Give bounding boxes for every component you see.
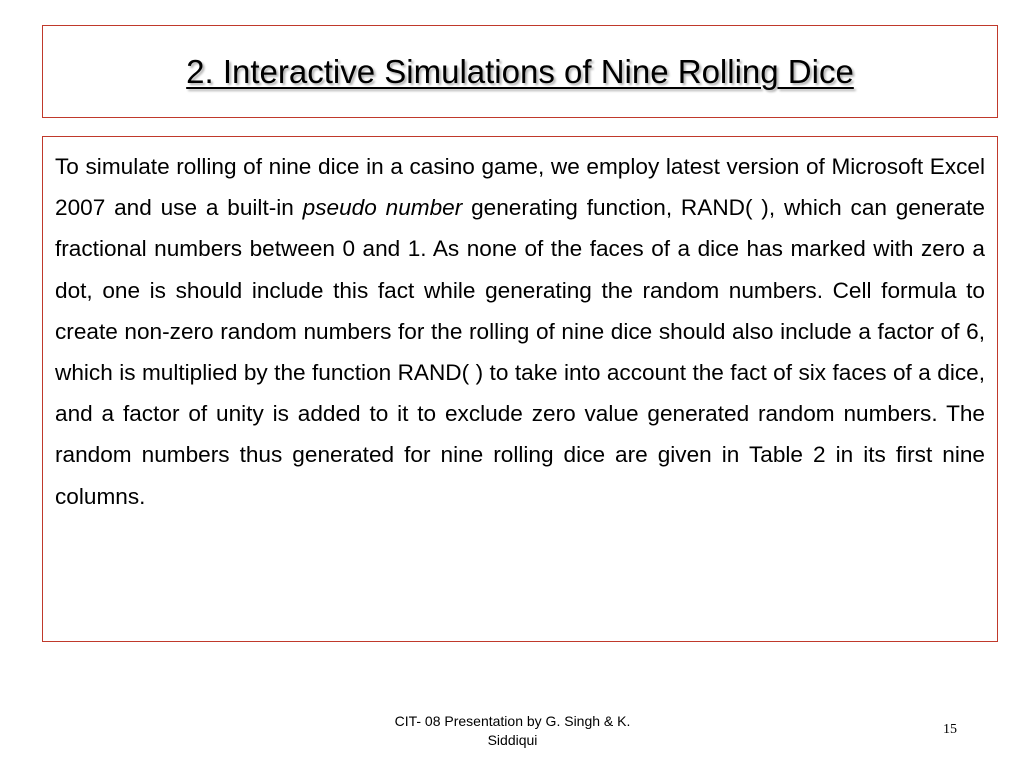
title-box [42,25,998,118]
body-text-italic: pseudo number [302,195,463,221]
footer-credit [350,712,675,750]
body-paragraph [55,146,985,517]
slide-title: 2. Interactive Simulations of Nine Rolling Dice [186,52,854,90]
body-text-box [42,136,998,642]
body-text-part-1: To simulate rolling of nine dice in a casino game, we employ latest version of Microsoft Excel 2007 and use a built-in [55,154,985,221]
page-number: 15 [943,722,957,737]
footer-line-2: Siddiqui [487,732,538,748]
body-text-part-2: generating function, RAND( ), which can generate fractional numbers between 0 and 1. As none of the faces of a dice has marked with zero a dot, one is should include this fact while generating the random numbers. Cell formula to create non-zero random numbers for the rolling of nine dice should also include a factor of 6, which is multiplied by the function RAND( ) to take into account the fact of six faces of a dice, and a factor of unity is added to it to exclude zero value generated random numbers. The random numbers thus generated for nine rolling dice are given in Table 2 in its first nine columns. [55,195,985,509]
footer-line-1: CIT- 08 Presentation by G. Singh & K. [394,713,631,729]
